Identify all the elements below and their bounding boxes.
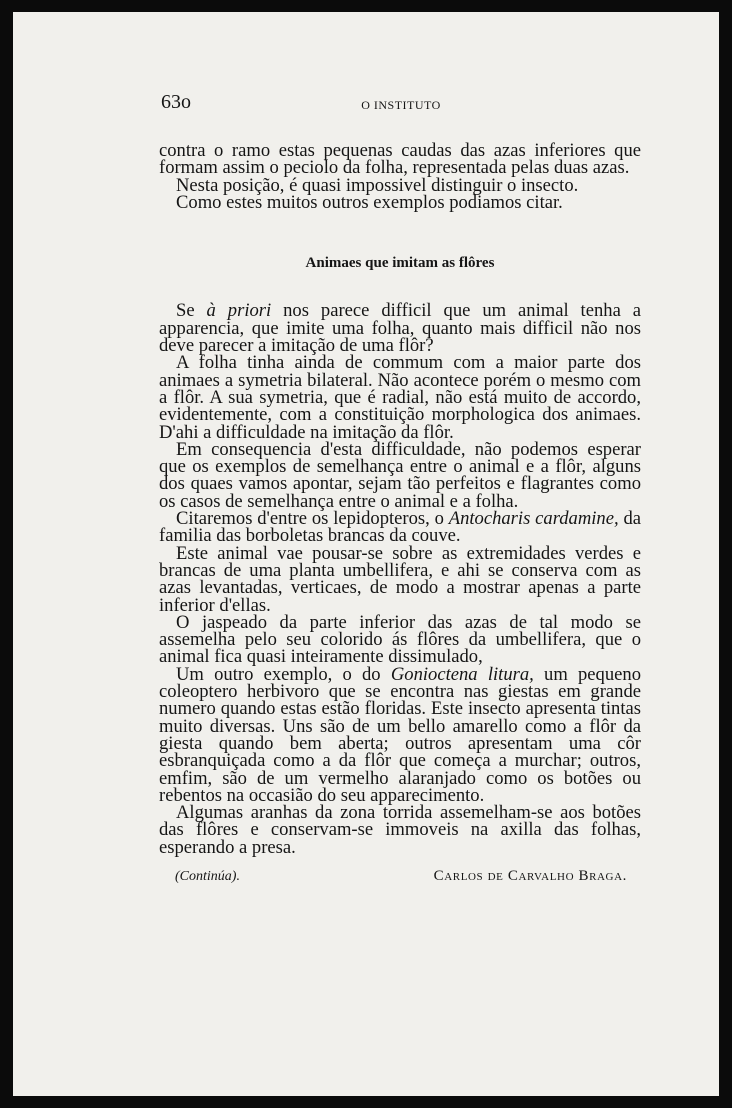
paragraph xyxy=(159,510,641,545)
paragraph xyxy=(159,663,641,806)
paragraph: Nesta posição, é quasi impossivel distinguir o insecto. xyxy=(176,174,579,196)
running-title: O INSTITUTO xyxy=(361,98,441,112)
paragraph: A folha tinha ainda de commum com a maior parte dos animaes a symetria bilateral. Não acontece porém o mesmo com a flôr. A sua symetria, que é radial, não está muito de accordo, evidentemente, com a constituição morphologica dos animaes. D'ahi a difficuldade na imitação da flôr. xyxy=(159,352,641,443)
text-run: nos parece difficil que um animal tenha a apparencia, que imite uma folha, quanto mais difficil não nos deve parecer a imitação de uma flôr? xyxy=(159,300,642,357)
italic-term: Gonioctena litura, xyxy=(390,663,534,685)
italic-term: Antocharis cardamine, xyxy=(448,508,619,530)
text-run: Citaremos d'entre os lepidopteros, o xyxy=(176,508,449,530)
paragraph: contra o ramo estas pequenas caudas das azas inferiores que formam assim o peciolo da folha, representada pelas duas azas. xyxy=(159,140,641,179)
page-header xyxy=(161,87,641,117)
continua-note: (Continúa). xyxy=(175,868,240,884)
text-run: Um outro exemplo, o do xyxy=(176,663,391,685)
paragraph xyxy=(159,300,642,357)
section-heading: Animaes que imitam as flôres xyxy=(305,255,495,272)
book-page xyxy=(13,12,719,1096)
text-run: Se xyxy=(176,300,207,322)
paragraph: Este animal vae pousar-se sobre as extremidades verdes e brancas de uma planta umbellifera, e ahi se conserva com as azas levantadas, verticaes, de modo a mostrar apenas a parte inferior d'ellas. xyxy=(159,542,641,616)
text-run: da familia das borboletas brancas da couve. xyxy=(159,508,641,547)
text-run: um pequeno coleoptero herbivoro que se encontra nas giestas em grande numero quando estas estão floridas. Este insecto apresenta tintas muito diversas. Uns são de um bello amarello como a flôr da giesta quando bem aberta; outros apresentam uma côr esbranquiçada como a da flôr que começa a murchar; outros, emfim, são de um vermelho alaranjado como os botões ou rebentos na occasião do seu apparecimento. xyxy=(159,663,641,806)
paragraph: Em consequencia d'esta difficuldade, não podemos esperar que os exemplos de semelhança entre o animal e a flôr, alguns dos quaes vamos apontar, sejam tão perfeitos e flagrantes como os casos de semelhança entre o animal e a folha. xyxy=(159,438,641,512)
signature-line xyxy=(159,868,641,885)
paragraph: Algumas aranhas da zona torrida assemelham-se aos botões das flôres e conservam-se immoveis na axilla das folhas, esperando a presa. xyxy=(159,802,641,858)
author-name: Carlos de Carvalho Braga. xyxy=(433,867,627,884)
paragraph: Como estes muitos outros exemplos podiamos citar. xyxy=(176,191,563,213)
page-number: 63o xyxy=(161,91,191,113)
paragraph: O jaspeado da parte inferior das azas de tal modo se assemelha pelo seu colorido ás flôres da umbellifera, que o animal fica quasi inteiramente dissimulado, xyxy=(159,611,641,668)
italic-term: à priori xyxy=(206,300,272,322)
body-text xyxy=(159,142,641,885)
